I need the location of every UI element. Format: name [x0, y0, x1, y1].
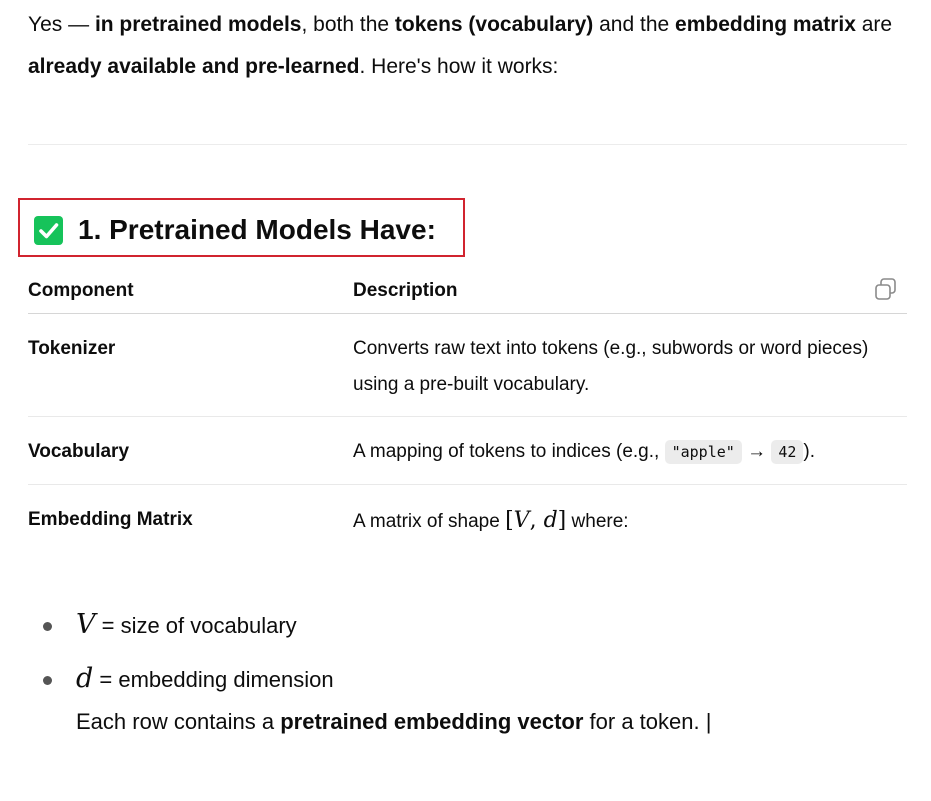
cell-description: Converts raw text into tokens (e.g., subwords or word pieces) using a pre-built vocabulary. [353, 338, 869, 395]
intro-bold-1: in pretrained models [94, 13, 302, 36]
section-heading: 1. Pretrained Models Have: [78, 214, 436, 245]
copy-icon[interactable] [874, 277, 898, 301]
table-header-divider [28, 313, 907, 314]
intro-bold-2: tokens (vocabulary) [394, 13, 594, 36]
row-divider [28, 416, 907, 417]
list-item: V = size of vocabulary [76, 609, 297, 640]
column-header-description: Description [353, 280, 458, 301]
section-divider [28, 144, 907, 145]
row-divider [28, 484, 907, 485]
cell-component: Tokenizer [28, 338, 116, 359]
cell-description: A mapping of tokens to indices (e.g., "apple" → 42 ). [353, 441, 816, 462]
inline-code: 42 [771, 440, 803, 464]
intro-bold-3: embedding matrix [675, 13, 856, 36]
bullet-dot [43, 622, 52, 631]
cell-component: Vocabulary [28, 441, 130, 462]
cell-description: A matrix of shape [V, d] where: [353, 508, 629, 533]
bullet-dot [43, 676, 52, 685]
list-item: d = embedding dimension [76, 663, 334, 694]
list-item-continuation: Each row contains a pretrained embedding vector for a token. | [76, 709, 712, 734]
intro-paragraph: Yes — in pretrained models, both the tokens (vocabulary) and the embedding matrix are already available and pre-learned. Here's how it works: [28, 13, 893, 78]
inline-code: "apple" [665, 440, 742, 464]
column-header-component: Component [28, 280, 134, 301]
math-shape: [V, d] [505, 508, 567, 533]
intro-bold-4: already available and pre-learned [28, 55, 360, 78]
check-mark-button-icon [34, 216, 63, 245]
cell-component: Embedding Matrix [28, 509, 193, 530]
